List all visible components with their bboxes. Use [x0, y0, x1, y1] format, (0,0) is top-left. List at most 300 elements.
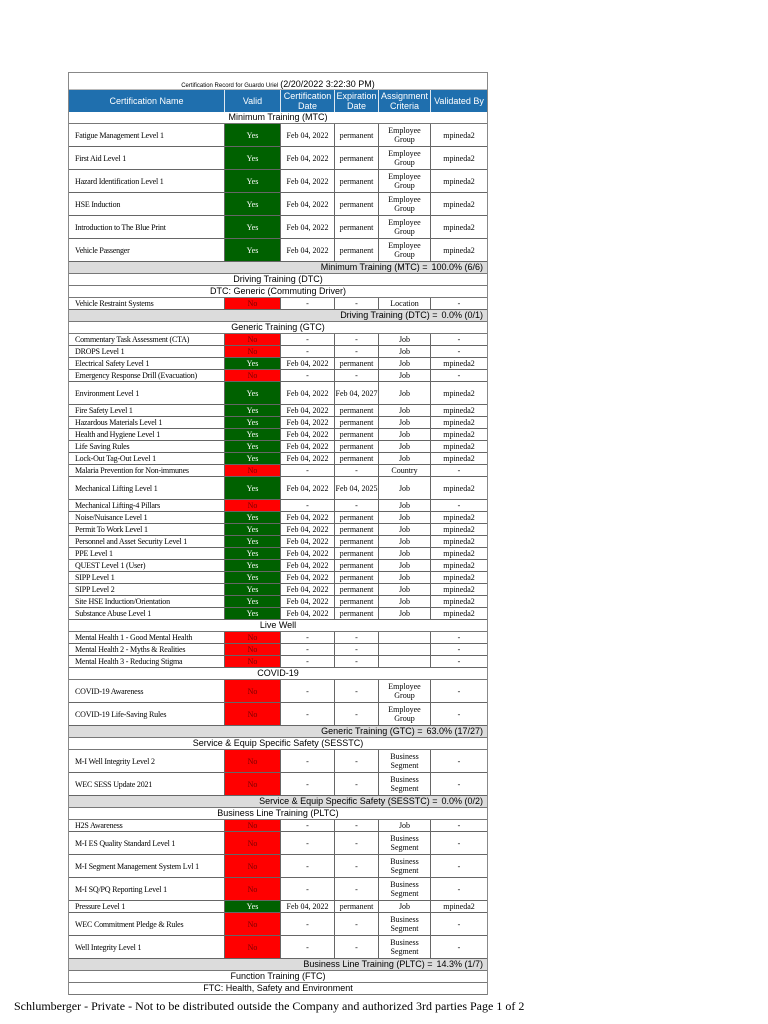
certification-date: - — [281, 773, 335, 795]
valid-status: Yes — [225, 405, 281, 416]
expiration-date: - — [335, 878, 379, 900]
expiration-date: permanent — [335, 405, 379, 416]
valid-status: Yes — [225, 572, 281, 583]
valid-status: Yes — [225, 512, 281, 523]
certification-name: Noise/Nuisance Level 1 — [69, 512, 225, 523]
table-row — [69, 170, 487, 193]
assignment-criteria: Job — [379, 405, 431, 416]
certification-name: Site HSE Induction/Orientation — [69, 596, 225, 607]
expiration-date: permanent — [335, 512, 379, 523]
validated-by: - — [457, 709, 461, 719]
certification-name: SIPP Level 1 — [69, 572, 225, 583]
certification-date: - — [281, 913, 335, 935]
record-title — [69, 73, 487, 90]
validated-by: mpineda2 — [443, 585, 475, 594]
certification-name: HSE Induction — [69, 193, 225, 215]
certification-date: Feb 04, 2022 — [281, 417, 335, 428]
validated-by: - — [457, 686, 461, 696]
validated-by: mpineda2 — [443, 573, 475, 582]
table-row — [69, 453, 487, 465]
certification-name: H2S Awareness — [69, 820, 225, 831]
valid-status: No — [225, 680, 281, 702]
certification-name: Well Integrity Level 1 — [69, 936, 225, 958]
assignment-criteria — [379, 656, 431, 667]
assignment-criteria: Job — [379, 572, 431, 583]
certification-name: Hazardous Materials Level 1 — [69, 417, 225, 428]
table-row — [69, 901, 487, 913]
certification-date: - — [281, 334, 335, 345]
certification-name: Emergency Response Drill (Evacuation) — [69, 370, 225, 381]
certification-date: Feb 04, 2022 — [281, 584, 335, 595]
section-header: Minimum Training (MTC) — [69, 112, 487, 124]
expiration-date: permanent — [335, 358, 379, 369]
valid-status: No — [225, 632, 281, 643]
validated-by: mpineda2 — [443, 222, 475, 232]
certification-name: M-I Well Integrity Level 2 — [69, 750, 225, 772]
assignment-criteria: Job — [379, 477, 431, 499]
assignment-criteria: Employee Group — [379, 680, 431, 702]
valid-status: Yes — [225, 560, 281, 571]
certification-date: Feb 04, 2022 — [281, 216, 335, 238]
summary-label: Business Line Training (PLTC) = — [303, 959, 433, 969]
certification-name: M-I SQ/PQ Reporting Level 1 — [69, 878, 225, 900]
certification-name: Substance Abuse Level 1 — [69, 608, 225, 619]
table-row — [69, 334, 487, 346]
table-row — [69, 703, 487, 726]
record-title-text: Certification Record for Guardo Uriel — [181, 83, 279, 89]
table-row — [69, 832, 487, 855]
assignment-criteria: Job — [379, 560, 431, 571]
assignment-criteria: Job — [379, 441, 431, 452]
valid-status: Yes — [225, 147, 281, 169]
assignment-criteria: Job — [379, 524, 431, 535]
valid-status: Yes — [225, 584, 281, 595]
certification-date: - — [281, 465, 335, 476]
expiration-date: - — [335, 465, 379, 476]
certification-date: Feb 04, 2022 — [281, 596, 335, 607]
table-row — [69, 358, 487, 370]
section-header: Live Well — [69, 620, 487, 632]
assignment-criteria: Job — [379, 382, 431, 404]
expiration-date: - — [335, 832, 379, 854]
table-row — [69, 680, 487, 703]
assignment-criteria: Job — [379, 584, 431, 595]
table-row — [69, 656, 487, 668]
page-footer: Schlumberger - Private - Not to be distributed outside the Company and authorized 3rd parties Page 1 of 2 — [14, 999, 525, 1013]
certification-name: SIPP Level 2 — [69, 584, 225, 595]
validated-by: - — [457, 821, 461, 830]
expiration-date: permanent — [335, 147, 379, 169]
table-row — [69, 855, 487, 878]
validated-by: mpineda2 — [443, 153, 475, 163]
valid-status: Yes — [225, 170, 281, 192]
section-header: Generic Training (GTC) — [69, 322, 487, 334]
certification-date: - — [281, 832, 335, 854]
expiration-date: permanent — [335, 417, 379, 428]
certification-date: Feb 04, 2022 — [281, 477, 335, 499]
valid-status: No — [225, 832, 281, 854]
certification-date: - — [281, 936, 335, 958]
expiration-date: permanent — [335, 124, 379, 146]
valid-status: No — [225, 773, 281, 795]
header-valid: Valid — [225, 90, 281, 112]
valid-status: No — [225, 878, 281, 900]
certification-date: Feb 04, 2022 — [281, 405, 335, 416]
validated-by: - — [457, 861, 461, 871]
expiration-date: - — [335, 680, 379, 702]
certification-date: - — [281, 632, 335, 643]
certification-date: Feb 04, 2022 — [281, 572, 335, 583]
certification-date: - — [281, 656, 335, 667]
certification-name: PPE Level 1 — [69, 548, 225, 559]
table-row — [69, 346, 487, 358]
header-expiration-date: Expiration Date — [335, 90, 379, 112]
assignment-criteria: Employee Group — [379, 170, 431, 192]
certification-name: Personnel and Asset Security Level 1 — [69, 536, 225, 547]
expiration-date: permanent — [335, 584, 379, 595]
table-row — [69, 750, 487, 773]
certification-name: Fatigue Management Level 1 — [69, 124, 225, 146]
validated-by: mpineda2 — [443, 597, 475, 606]
certification-name: DROPS Level 1 — [69, 346, 225, 357]
expiration-date: permanent — [335, 901, 379, 912]
section-header: Driving Training (DTC) — [69, 274, 487, 286]
section-summary — [69, 959, 487, 971]
expiration-date: - — [335, 750, 379, 772]
certification-name: COVID-19 Life-Saving Rules — [69, 703, 225, 725]
valid-status: No — [225, 346, 281, 357]
validated-by: mpineda2 — [443, 199, 475, 209]
validated-by: mpineda2 — [443, 549, 475, 558]
validated-by: - — [457, 838, 461, 848]
expiration-date: permanent — [335, 441, 379, 452]
validated-by: mpineda2 — [443, 245, 475, 255]
validated-by: - — [457, 657, 461, 666]
expiration-date: - — [335, 644, 379, 655]
expiration-date: - — [335, 500, 379, 511]
summary-label: Minimum Training (MTC) = — [320, 262, 428, 272]
table-row — [69, 572, 487, 584]
certification-date: Feb 04, 2022 — [281, 124, 335, 146]
valid-status: Yes — [225, 124, 281, 146]
certification-date: - — [281, 750, 335, 772]
expiration-date: permanent — [335, 572, 379, 583]
certification-date: Feb 04, 2022 — [281, 239, 335, 261]
certification-date: Feb 04, 2022 — [281, 512, 335, 523]
assignment-criteria — [379, 632, 431, 643]
certification-date: Feb 04, 2022 — [281, 453, 335, 464]
section-header: Service & Equip Specific Safety (SESSTC) — [69, 738, 487, 750]
table-row — [69, 644, 487, 656]
table-row — [69, 560, 487, 572]
certification-date: Feb 04, 2022 — [281, 524, 335, 535]
record-timestamp: (2/20/2022 3:22:30 PM) — [280, 79, 375, 89]
assignment-criteria: Business Segment — [379, 878, 431, 900]
valid-status: No — [225, 656, 281, 667]
validated-by: mpineda2 — [443, 176, 475, 186]
expiration-date: permanent — [335, 596, 379, 607]
summary-label: Service & Equip Specific Safety (SESSTC) = — [259, 796, 438, 806]
validated-by: mpineda2 — [443, 130, 475, 140]
assignment-criteria: Employee Group — [379, 147, 431, 169]
table-row — [69, 820, 487, 832]
valid-status: No — [225, 750, 281, 772]
validated-by: mpineda2 — [443, 454, 475, 463]
valid-status: Yes — [225, 453, 281, 464]
valid-status: Yes — [225, 536, 281, 547]
certification-date: Feb 04, 2022 — [281, 429, 335, 440]
table-row — [69, 193, 487, 216]
assignment-criteria: Job — [379, 334, 431, 345]
certification-name: Malaria Prevention for Non-immunes — [69, 465, 225, 476]
header-certification-name: Certification Name — [69, 90, 225, 112]
expiration-date: - — [335, 370, 379, 381]
valid-status: Yes — [225, 193, 281, 215]
summary-value: 0.0% (0/2) — [441, 796, 483, 806]
validated-by: - — [457, 942, 461, 952]
certification-name: Commentary Task Assessment (CTA) — [69, 334, 225, 345]
table-row — [69, 370, 487, 382]
table-body — [69, 112, 487, 995]
valid-status: No — [225, 465, 281, 476]
expiration-date: permanent — [335, 536, 379, 547]
expiration-date: permanent — [335, 560, 379, 571]
table-row — [69, 913, 487, 936]
certification-name: Permit To Work Level 1 — [69, 524, 225, 535]
assignment-criteria: Business Segment — [379, 832, 431, 854]
certification-name: Environment Level 1 — [69, 382, 225, 404]
section-summary — [69, 262, 487, 274]
certification-name: First Aid Level 1 — [69, 147, 225, 169]
summary-value: 100.0% (6/6) — [431, 262, 483, 272]
summary-value: 14.3% (1/7) — [436, 959, 483, 969]
valid-status: Yes — [225, 358, 281, 369]
expiration-date: - — [335, 656, 379, 667]
certification-name: COVID-19 Awareness — [69, 680, 225, 702]
assignment-criteria: Business Segment — [379, 750, 431, 772]
assignment-criteria: Business Segment — [379, 773, 431, 795]
table-row — [69, 417, 487, 429]
assignment-criteria — [379, 644, 431, 655]
assignment-criteria: Job — [379, 512, 431, 523]
assignment-criteria: Job — [379, 901, 431, 912]
certification-date: - — [281, 500, 335, 511]
section-header: FTC: Health, Safety and Environment — [69, 983, 487, 995]
certification-date: - — [281, 370, 335, 381]
certification-name: Mechanical Lifting Level 1 — [69, 477, 225, 499]
certification-name: Mental Health 2 - Myths & Realities — [69, 644, 225, 655]
certification-date: Feb 04, 2022 — [281, 548, 335, 559]
certification-date: - — [281, 644, 335, 655]
table-row — [69, 429, 487, 441]
valid-status: Yes — [225, 382, 281, 404]
expiration-date: - — [335, 913, 379, 935]
valid-status: Yes — [225, 417, 281, 428]
assignment-criteria: Job — [379, 596, 431, 607]
valid-status: Yes — [225, 441, 281, 452]
certification-name: Hazard Identification Level 1 — [69, 170, 225, 192]
certification-name: Vehicle Restraint Systems — [69, 298, 225, 309]
certification-name: Fire Safety Level 1 — [69, 405, 225, 416]
table-row — [69, 512, 487, 524]
certification-name: Introduction to The Blue Print — [69, 216, 225, 238]
table-row — [69, 405, 487, 417]
validated-by: - — [457, 645, 461, 654]
table-row — [69, 298, 487, 310]
assignment-criteria: Job — [379, 500, 431, 511]
valid-status: No — [225, 500, 281, 511]
assignment-criteria: Employee Group — [379, 216, 431, 238]
certification-date: - — [281, 680, 335, 702]
valid-status: Yes — [225, 608, 281, 619]
expiration-date: permanent — [335, 548, 379, 559]
certification-name: WEC SESS Update 2021 — [69, 773, 225, 795]
certification-name: Lock-Out Tag-Out Level 1 — [69, 453, 225, 464]
assignment-criteria: Employee Group — [379, 239, 431, 261]
validated-by: mpineda2 — [443, 442, 475, 451]
assignment-criteria: Location — [379, 298, 431, 309]
expiration-date: permanent — [335, 193, 379, 215]
table-row — [69, 608, 487, 620]
validated-by: mpineda2 — [443, 513, 475, 522]
section-header: COVID-19 — [69, 668, 487, 680]
valid-status: No — [225, 703, 281, 725]
validated-by: mpineda2 — [443, 418, 475, 427]
certification-date: Feb 04, 2022 — [281, 358, 335, 369]
assignment-criteria: Job — [379, 358, 431, 369]
section-summary — [69, 310, 487, 322]
certification-name: QUEST Level 1 (User) — [69, 560, 225, 571]
valid-status: Yes — [225, 596, 281, 607]
summary-value: 0.0% (0/1) — [441, 310, 483, 320]
section-summary — [69, 726, 487, 738]
valid-status: Yes — [225, 239, 281, 261]
validated-by: - — [457, 466, 461, 475]
assignment-criteria: Business Segment — [379, 913, 431, 935]
expiration-date: - — [335, 298, 379, 309]
validated-by: mpineda2 — [443, 430, 475, 439]
section-header: Function Training (FTC) — [69, 971, 487, 983]
certification-name: Electrical Safety Level 1 — [69, 358, 225, 369]
validated-by: mpineda2 — [443, 561, 475, 570]
header-assignment-criteria: Assignment Criteria — [379, 90, 431, 112]
valid-status: No — [225, 370, 281, 381]
certification-date: Feb 04, 2022 — [281, 536, 335, 547]
table-row — [69, 441, 487, 453]
assignment-criteria: Employee Group — [379, 193, 431, 215]
table-row — [69, 548, 487, 560]
table-row — [69, 632, 487, 644]
valid-status: Yes — [225, 901, 281, 912]
summary-value: 63.0% (17/27) — [426, 726, 483, 736]
certification-name: Mental Health 1 - Good Mental Health — [69, 632, 225, 643]
certification-name: WEC Commitment Pledge & Rules — [69, 913, 225, 935]
header-certification-date: Certification Date — [281, 90, 335, 112]
assignment-criteria: Job — [379, 346, 431, 357]
valid-status: No — [225, 644, 281, 655]
certification-date: - — [281, 703, 335, 725]
expiration-date: permanent — [335, 429, 379, 440]
summary-label: Generic Training (GTC) = — [321, 726, 423, 736]
valid-status: No — [225, 334, 281, 345]
expiration-date: Feb 04, 2027 — [335, 382, 379, 404]
validated-by: mpineda2 — [443, 483, 475, 493]
certification-name: Health and Hygiene Level 1 — [69, 429, 225, 440]
certification-date: - — [281, 855, 335, 877]
certification-date: Feb 04, 2022 — [281, 382, 335, 404]
certification-name: Mechanical Lifting-4 Pillars — [69, 500, 225, 511]
validated-by: mpineda2 — [443, 406, 475, 415]
certification-date: Feb 04, 2022 — [281, 193, 335, 215]
expiration-date: permanent — [335, 453, 379, 464]
certification-name: Pressure Level 1 — [69, 901, 225, 912]
validated-by: mpineda2 — [443, 537, 475, 546]
expiration-date: - — [335, 773, 379, 795]
table-row — [69, 216, 487, 239]
assignment-criteria: Country — [379, 465, 431, 476]
section-summary — [69, 796, 487, 808]
table-row — [69, 382, 487, 405]
certification-name: Life Saving Rules — [69, 441, 225, 452]
assignment-criteria: Job — [379, 536, 431, 547]
table-row — [69, 878, 487, 901]
assignment-criteria: Job — [379, 417, 431, 428]
valid-status: Yes — [225, 477, 281, 499]
assignment-criteria: Employee Group — [379, 703, 431, 725]
validated-by: - — [457, 633, 461, 642]
expiration-date: permanent — [335, 216, 379, 238]
table-row — [69, 936, 487, 959]
section-header: Business Line Training (PLTC) — [69, 808, 487, 820]
section-header: DTC: Generic (Commuting Driver) — [69, 286, 487, 298]
expiration-date: - — [335, 632, 379, 643]
table-row — [69, 500, 487, 512]
validated-by: mpineda2 — [443, 525, 475, 534]
certification-date: Feb 04, 2022 — [281, 560, 335, 571]
table-row — [69, 477, 487, 500]
table-row — [69, 584, 487, 596]
header-validated-by: Validated By — [434, 96, 484, 106]
validated-by: - — [457, 347, 461, 356]
certification-date: Feb 04, 2022 — [281, 170, 335, 192]
expiration-date: - — [335, 820, 379, 831]
certification-date: Feb 04, 2022 — [281, 608, 335, 619]
valid-status: Yes — [225, 524, 281, 535]
certification-name: M-I ES Quality Standard Level 1 — [69, 832, 225, 854]
assignment-criteria: Business Segment — [379, 855, 431, 877]
expiration-date: Feb 04, 2025 — [335, 477, 379, 499]
certification-date: Feb 04, 2022 — [281, 147, 335, 169]
expiration-date: permanent — [335, 524, 379, 535]
validated-by: mpineda2 — [443, 609, 475, 618]
valid-status: No — [225, 298, 281, 309]
assignment-criteria: Job — [379, 453, 431, 464]
valid-status: No — [225, 820, 281, 831]
table-row — [69, 147, 487, 170]
table-row — [69, 239, 487, 262]
certification-date: - — [281, 298, 335, 309]
expiration-date: - — [335, 936, 379, 958]
validated-by: - — [457, 919, 461, 929]
validated-by: mpineda2 — [443, 359, 475, 368]
assignment-criteria: Job — [379, 370, 431, 381]
assignment-criteria: Job — [379, 820, 431, 831]
assignment-criteria: Job — [379, 429, 431, 440]
validated-by: - — [457, 299, 461, 308]
expiration-date: permanent — [335, 170, 379, 192]
validated-by: - — [457, 501, 461, 510]
table-row — [69, 524, 487, 536]
